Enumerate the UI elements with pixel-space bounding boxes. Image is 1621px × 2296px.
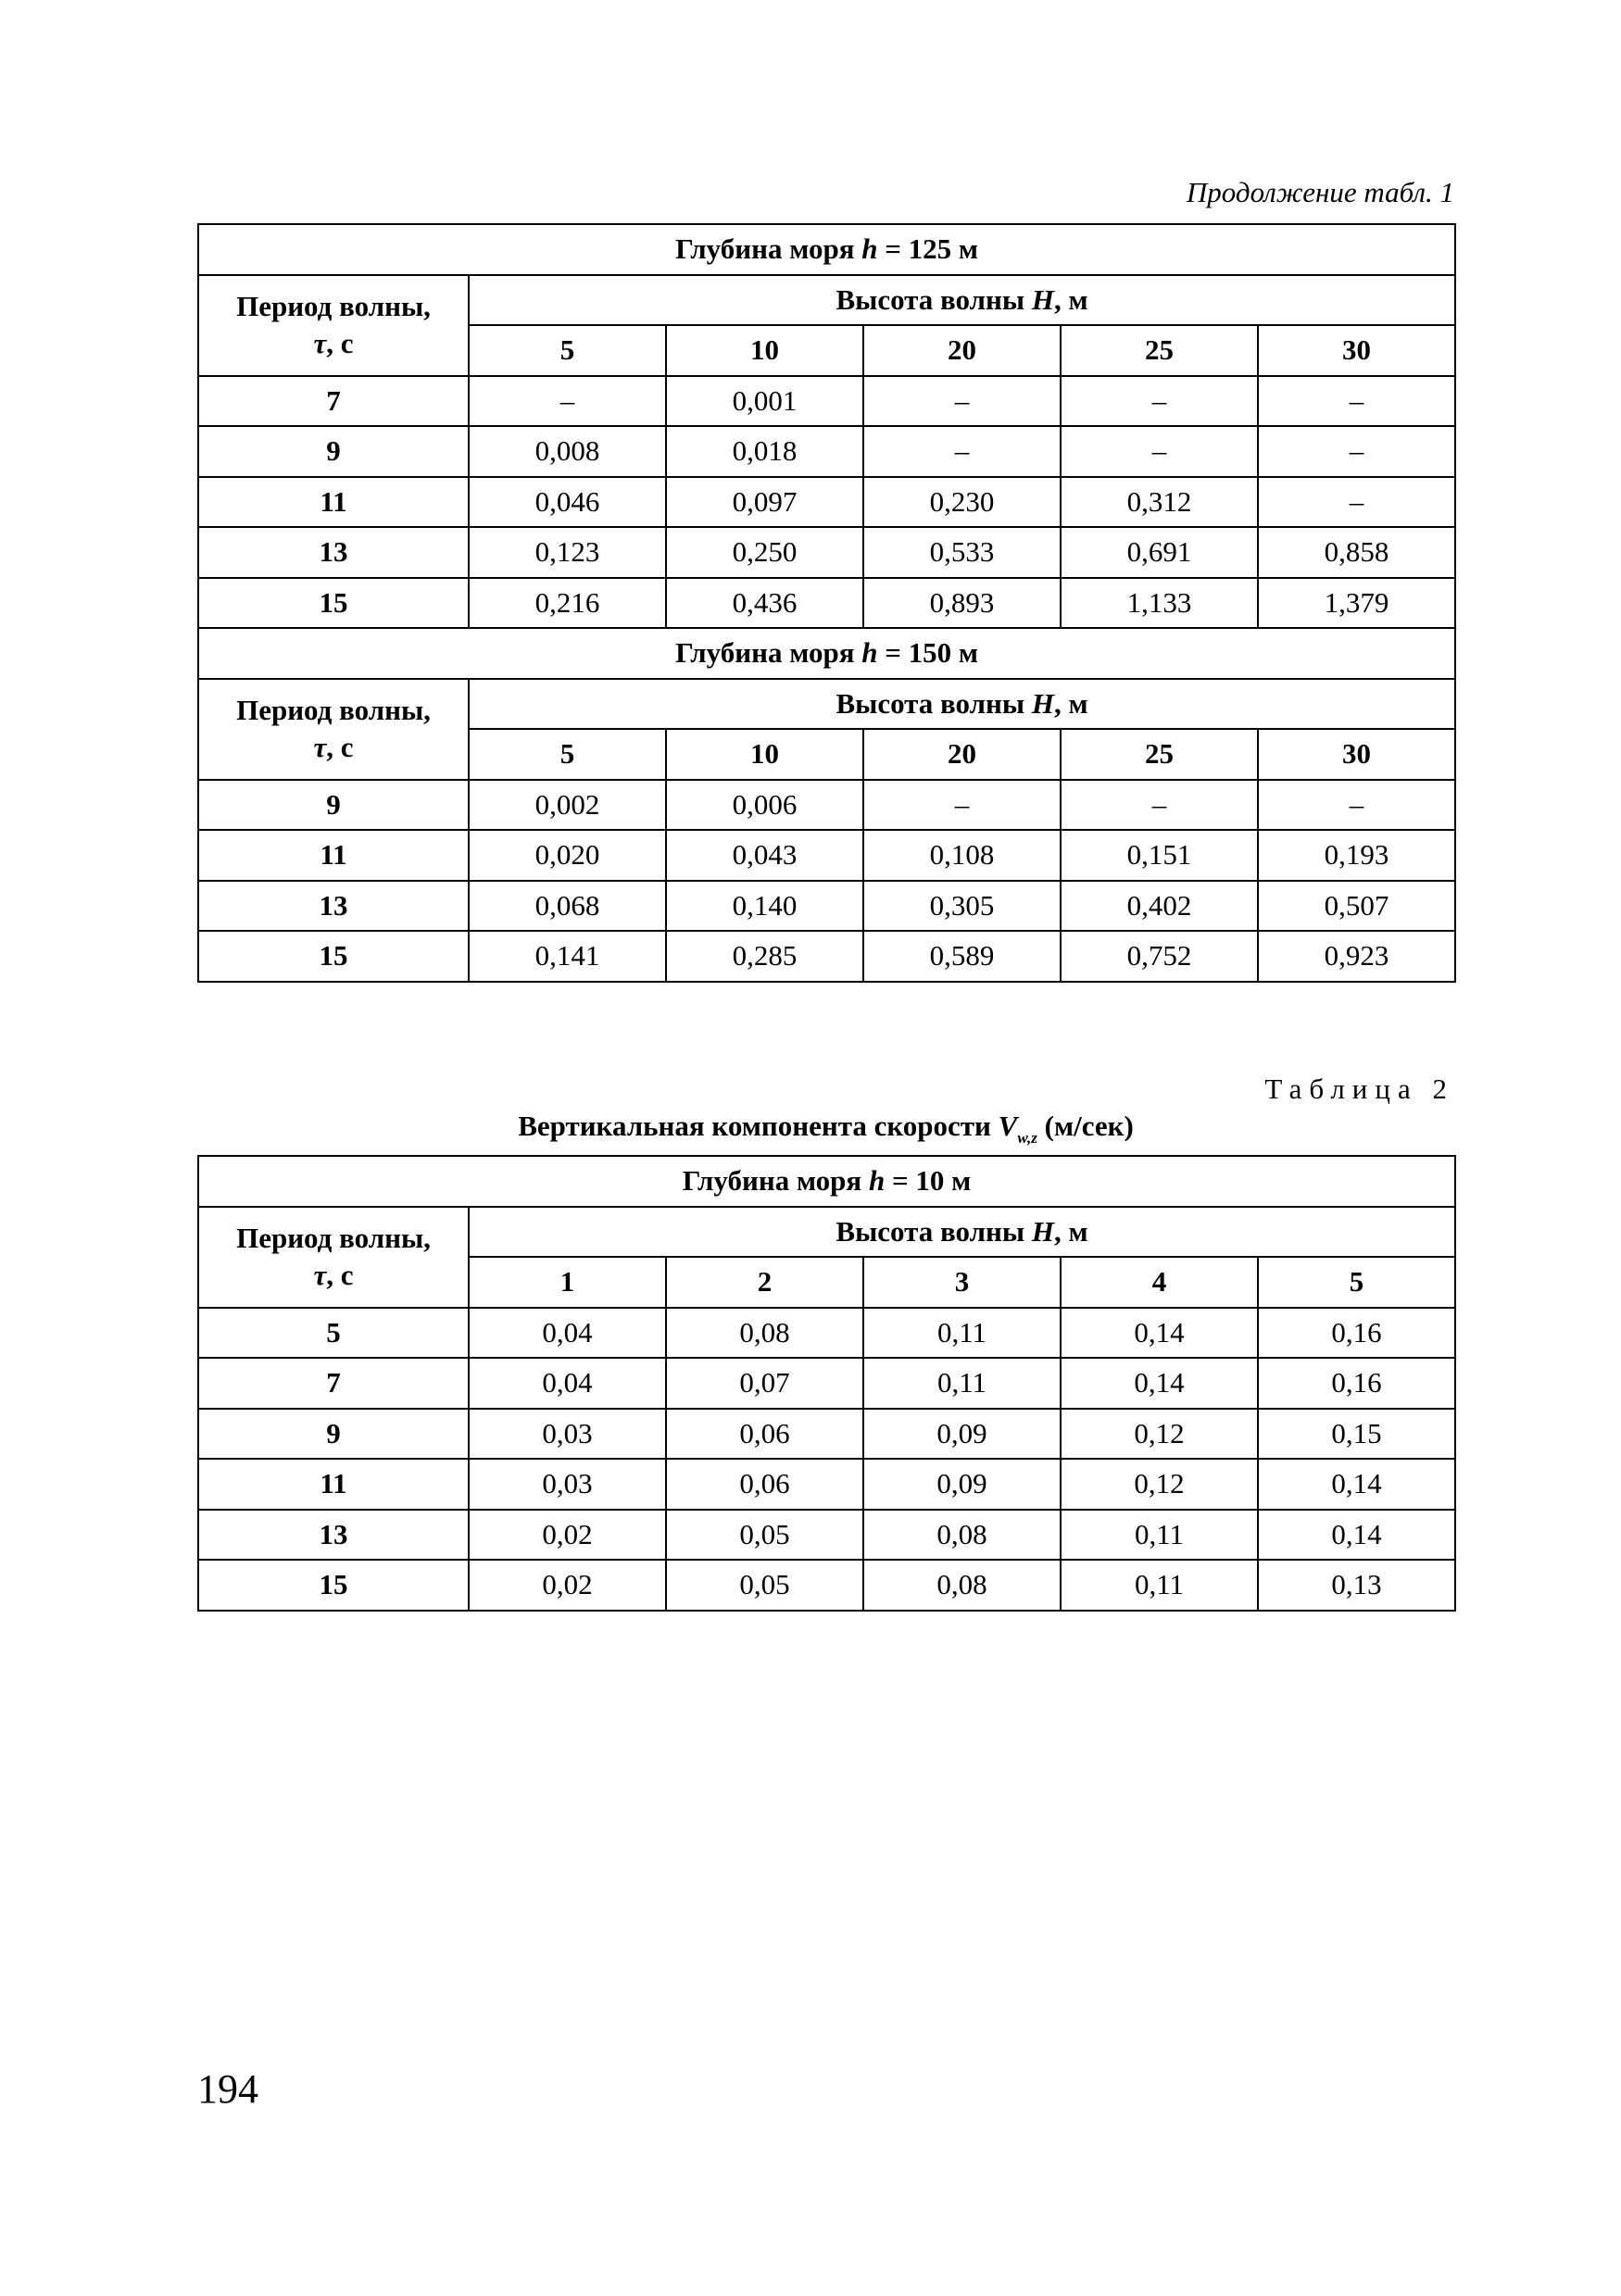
value-cell: 0,09 xyxy=(863,1409,1061,1460)
value-cell: 0,14 xyxy=(1258,1510,1455,1561)
value-cell: 0,05 xyxy=(666,1560,863,1611)
period-cell: 11 xyxy=(198,830,469,881)
value-cell: 0,402 xyxy=(1061,881,1258,932)
period-cell: 13 xyxy=(198,1510,469,1561)
value-cell: – xyxy=(863,426,1061,477)
period-header: Период волны, τ, с xyxy=(198,1207,469,1308)
value-cell: 0,068 xyxy=(469,881,666,932)
depth-header: Глубина моря h = 10 м xyxy=(198,1156,1455,1207)
period-cell: 15 xyxy=(198,1560,469,1611)
table-row xyxy=(198,1308,1455,1359)
period-cell: 13 xyxy=(198,527,469,578)
value-cell: 1,379 xyxy=(1258,578,1455,629)
value-cell: 0,043 xyxy=(666,830,863,881)
period-cell: 15 xyxy=(198,578,469,629)
header-row xyxy=(198,679,1455,730)
table-row xyxy=(198,1510,1455,1561)
continuation-note: Продолжение табл. 1 xyxy=(1186,176,1454,208)
table-1-continuation xyxy=(197,223,1456,983)
value-cell: 0,691 xyxy=(1061,527,1258,578)
value-cell: – xyxy=(1258,376,1455,427)
table-row xyxy=(198,426,1455,477)
value-cell: 0,193 xyxy=(1258,830,1455,881)
value-cell: 0,008 xyxy=(469,426,666,477)
period-cell: 9 xyxy=(198,426,469,477)
value-cell: 0,11 xyxy=(863,1358,1061,1409)
height-value-header: 25 xyxy=(1061,325,1258,376)
value-cell: – xyxy=(1061,780,1258,831)
value-cell: 0,108 xyxy=(863,830,1061,881)
period-cell: 9 xyxy=(198,1409,469,1460)
table-2-label: Таблица 2 xyxy=(1264,1073,1454,1105)
value-cell: 0,002 xyxy=(469,780,666,831)
depth-row xyxy=(198,628,1455,679)
value-cell: – xyxy=(1258,477,1455,528)
value-cell: 0,11 xyxy=(1061,1510,1258,1561)
height-value-header: 20 xyxy=(863,729,1061,780)
value-cell: 0,16 xyxy=(1258,1358,1455,1409)
value-cell: 0,06 xyxy=(666,1459,863,1510)
value-cell: 0,230 xyxy=(863,477,1061,528)
value-cell: 0,151 xyxy=(1061,830,1258,881)
height-value-header: 30 xyxy=(1258,729,1455,780)
table-2-title: Вертикальная компонента скорости $V_{w,z}$ (м/сек) xyxy=(518,1110,1134,1147)
table-row xyxy=(198,578,1455,629)
value-cell: 0,123 xyxy=(469,527,666,578)
value-cell: 0,858 xyxy=(1258,527,1455,578)
value-cell: 1,133 xyxy=(1061,578,1258,629)
period-cell: 11 xyxy=(198,1459,469,1510)
table-row xyxy=(198,376,1455,427)
table-row xyxy=(198,1358,1455,1409)
period-cell: 9 xyxy=(198,780,469,831)
value-cell: – xyxy=(863,376,1061,427)
period-cell: 11 xyxy=(198,477,469,528)
value-cell: 0,09 xyxy=(863,1459,1061,1510)
header-row xyxy=(198,275,1455,326)
value-cell: 0,15 xyxy=(1258,1409,1455,1460)
height-header: Высота волны H, м xyxy=(469,679,1455,730)
value-cell: 0,285 xyxy=(666,931,863,982)
value-cell: 0,250 xyxy=(666,527,863,578)
value-cell: 0,11 xyxy=(1061,1560,1258,1611)
value-cell: – xyxy=(469,376,666,427)
value-cell: 0,533 xyxy=(863,527,1061,578)
value-cell: 0,507 xyxy=(1258,881,1455,932)
value-cell: 0,07 xyxy=(666,1358,863,1409)
height-value-header: 30 xyxy=(1258,325,1455,376)
table-row xyxy=(198,477,1455,528)
height-header: Высота волны H, м xyxy=(469,275,1455,326)
value-cell: 0,16 xyxy=(1258,1308,1455,1359)
height-value-header: 10 xyxy=(666,729,863,780)
height-value-header: 5 xyxy=(469,729,666,780)
value-cell: 0,923 xyxy=(1258,931,1455,982)
value-cell: 0,752 xyxy=(1061,931,1258,982)
height-value-header: 25 xyxy=(1061,729,1258,780)
value-cell: 0,305 xyxy=(863,881,1061,932)
value-cell: – xyxy=(1258,426,1455,477)
height-value-header: 1 xyxy=(469,1257,666,1308)
value-cell: 0,05 xyxy=(666,1510,863,1561)
page-number: 194 xyxy=(197,2066,258,2112)
header-row xyxy=(198,1207,1455,1258)
value-cell: 0,03 xyxy=(469,1459,666,1510)
value-cell: 0,08 xyxy=(863,1510,1061,1561)
height-value-header: 5 xyxy=(469,325,666,376)
value-cell: 0,14 xyxy=(1258,1459,1455,1510)
value-cell: – xyxy=(863,780,1061,831)
value-cell: 0,12 xyxy=(1061,1459,1258,1510)
value-cell: 0,141 xyxy=(469,931,666,982)
value-cell: 0,018 xyxy=(666,426,863,477)
depth-row xyxy=(198,224,1455,275)
value-cell: – xyxy=(1061,376,1258,427)
height-value-header: 2 xyxy=(666,1257,863,1308)
value-cell: 0,216 xyxy=(469,578,666,629)
value-cell: 0,14 xyxy=(1061,1308,1258,1359)
value-cell: 0,02 xyxy=(469,1510,666,1561)
value-cell: 0,893 xyxy=(863,578,1061,629)
period-header: Период волны, τ, с xyxy=(198,679,469,780)
value-cell: 0,06 xyxy=(666,1409,863,1460)
value-cell: 0,097 xyxy=(666,477,863,528)
table-2 xyxy=(197,1155,1456,1612)
value-cell: 0,08 xyxy=(863,1560,1061,1611)
value-cell: 0,13 xyxy=(1258,1560,1455,1611)
depth-header: Глубина моря h = 150 м xyxy=(198,628,1455,679)
value-cell: 0,12 xyxy=(1061,1409,1258,1460)
value-cell: 0,140 xyxy=(666,881,863,932)
value-cell: 0,03 xyxy=(469,1409,666,1460)
period-cell: 5 xyxy=(198,1308,469,1359)
value-cell: 0,312 xyxy=(1061,477,1258,528)
value-cell: 0,006 xyxy=(666,780,863,831)
table-row xyxy=(198,1459,1455,1510)
value-cell: 0,436 xyxy=(666,578,863,629)
height-value-header: 4 xyxy=(1061,1257,1258,1308)
value-cell: 0,04 xyxy=(469,1308,666,1359)
period-cell: 13 xyxy=(198,881,469,932)
value-cell: 0,001 xyxy=(666,376,863,427)
table-row xyxy=(198,830,1455,881)
value-cell: 0,11 xyxy=(863,1308,1061,1359)
period-cell: 7 xyxy=(198,1358,469,1409)
value-cell: 0,14 xyxy=(1061,1358,1258,1409)
height-header: Высота волны H, м xyxy=(469,1207,1455,1258)
period-header: Период волны, τ, с xyxy=(198,275,469,376)
value-cell: 0,589 xyxy=(863,931,1061,982)
height-value-header: 3 xyxy=(863,1257,1061,1308)
period-cell: 7 xyxy=(198,376,469,427)
height-value-header: 20 xyxy=(863,325,1061,376)
value-cell: 0,02 xyxy=(469,1560,666,1611)
depth-header: Глубина моря h = 125 м xyxy=(198,224,1455,275)
table-row xyxy=(198,931,1455,982)
table-row xyxy=(198,1409,1455,1460)
table-row xyxy=(198,1560,1455,1611)
table-row xyxy=(198,881,1455,932)
table-row xyxy=(198,527,1455,578)
height-value-header: 5 xyxy=(1258,1257,1455,1308)
value-cell: – xyxy=(1258,780,1455,831)
value-cell: – xyxy=(1061,426,1258,477)
period-cell: 15 xyxy=(198,931,469,982)
value-cell: 0,08 xyxy=(666,1308,863,1359)
table-row xyxy=(198,780,1455,831)
height-value-header: 10 xyxy=(666,325,863,376)
depth-row xyxy=(198,1156,1455,1207)
value-cell: 0,046 xyxy=(469,477,666,528)
value-cell: 0,04 xyxy=(469,1358,666,1409)
value-cell: 0,020 xyxy=(469,830,666,881)
